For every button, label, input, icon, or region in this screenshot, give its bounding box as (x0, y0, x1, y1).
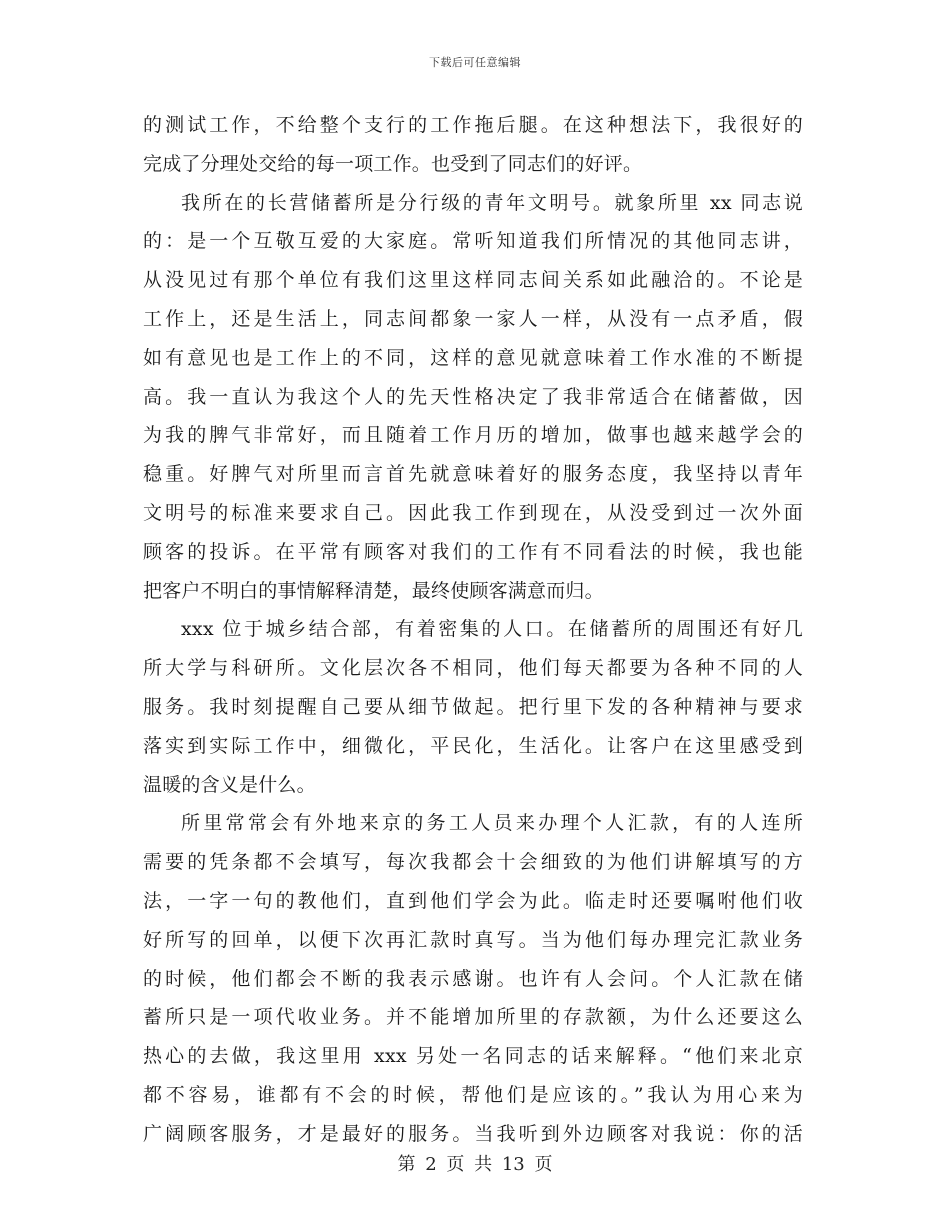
text-line: 广阔顾客服务，才是最好的服务。当我听到外边顾客对我说：你的活 (143, 1122, 803, 1145)
text-line: 好所写的回单，以便下次再汇款时真写。当为他们每办理完汇款业务 (143, 928, 803, 951)
text-line: 的：是一个互敬互爱的大家庭。常听知道我们所情况的其他同志讲， (143, 230, 803, 253)
document-body (143, 106, 803, 1154)
text-line: 都不容易，谁都有不会的时候，帮他们是应该的。”我认为用心来为 (143, 1083, 803, 1106)
text-line: 所里常常会有外地来京的务工人员来办理个人汇款，有的人连所 (181, 812, 803, 835)
text-line: 所大学与科研所。文化层次各不相同，他们每天都要为各种不同的人 (143, 657, 803, 680)
text-line: 的测试工作，不给整个支行的工作拖后腿。在这种想法下，我很好的 (143, 114, 803, 136)
text-line: 蓄所只是一项代收业务。并不能增加所里的存款额，为什么还要这么 (143, 1006, 803, 1029)
header-note: 下载后可任意编辑 (429, 56, 521, 69)
text-line: 热心的去做，我这里用 xxx 另处一名同志的话来解释。“他们来北京 (143, 1045, 803, 1068)
page-number: 第 2 页 共 13 页 (397, 1154, 553, 1175)
text-line: 的时候，他们都会不断的我表示感谢。也许有人会问。个人汇款在储 (143, 967, 803, 990)
text-line: 工作上，还是生活上，同志间都象一家人一样，从没有一点矛盾，假 (143, 307, 803, 330)
text-line: 把客户不明白的事情解释清楚，最终使顾客满意而归。 (143, 579, 604, 602)
text-line: 如有意见也是工作上的不同，这样的意见就意味着工作水准的不断提 (143, 346, 803, 369)
text-line: 从没见过有那个单位有我们这里这样同志间关系如此融洽的。不论是 (143, 269, 803, 292)
text-line: 顾客的投诉。在平常有顾客对我们的工作有不同看法的时候，我也能 (143, 540, 803, 563)
text-line: 法，一字一句的教他们，直到他们学会为此。临走时还要嘱咐他们收 (143, 889, 803, 912)
text-line: 温暖的含义是什么。 (143, 773, 316, 796)
text-line: 落实到实际工作中，细微化，平民化，生活化。让客户在这里感受到 (143, 734, 803, 757)
text-line: xxx 位于城乡结合部，有着密集的人口。在储蓄所的周围还有好几 (181, 618, 803, 641)
text-line: 完成了分理处交给的每一项工作。也受到了同志们的好评。 (143, 152, 643, 175)
text-line: 需要的凭条都不会填写，每次我都会十会细致的为他们讲解填写的方 (143, 851, 803, 874)
text-line: 为我的脾气非常好，而且随着工作月历的增加，做事也越来越学会的 (143, 424, 803, 447)
text-line: 稳重。好脾气对所里而言首先就意味着好的服务态度，我坚持以青年 (143, 463, 803, 486)
text-line: 文明号的标准来要求自己。因此我工作到现在，从没受到过一次外面 (143, 501, 803, 524)
text-line: 高。我一直认为我这个人的先天性格决定了我非常适合在储蓄做，因 (143, 385, 803, 408)
text-line: 我所在的长营储蓄所是分行级的青年文明号。就象所里 xx 同志说 (181, 191, 803, 214)
text-line: 服务。我时刻提醒自己要从细节做起。把行里下发的各种精神与要求 (143, 695, 803, 718)
